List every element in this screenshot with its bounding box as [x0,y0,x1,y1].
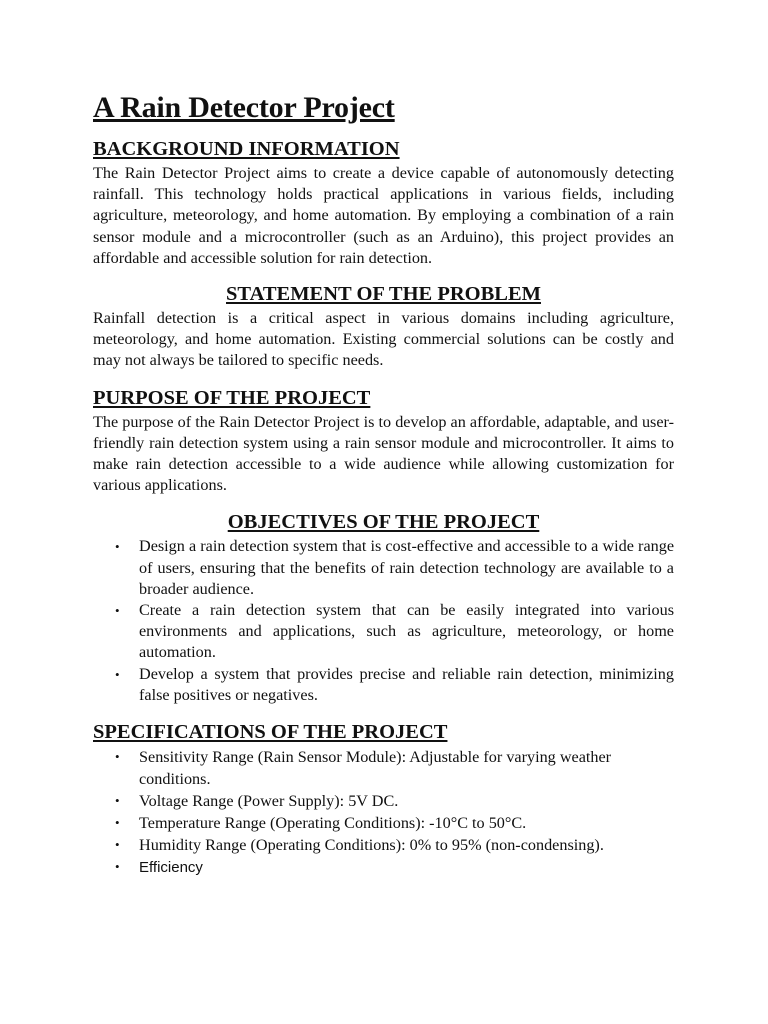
purpose-heading: PURPOSE OF THE PROJECT [93,386,371,409]
bullet-icon: • [115,749,120,765]
bullet-icon: • [115,666,120,682]
list-item-text: Humidity Range (Operating Conditions): 0% to 95% (non-condensing). [139,836,604,855]
problem-paragraph: Rainfall detection is a critical aspect in various domains including agriculture, meteorology, and home automation. Existing commercial solutions can be costly and may not always be tailored to specific needs. [93,309,674,370]
specifications-section [93,719,674,879]
list-item [93,834,674,856]
background-paragraph: The Rain Detector Project aims to create a device capable of autonomously detecting rainfall. This technology holds practical applications in various fields, including agriculture, meteorology, and home automation. By employing a combination of a rain sensor module and a microcontroller (such as an Arduino), this project provides an affordable and accessible solution for rain detection. [93,164,674,267]
bullet-icon: • [115,603,120,619]
document-page [93,86,674,879]
list-item [93,536,674,600]
list-item [93,664,674,706]
bullet-icon: • [115,793,120,809]
list-item-text: Create a rain detection system that can be easily integrated into various environments and applications, such as agriculture, meteorology, or home automation. [139,601,674,662]
list-item-text: Voltage Range (Power Supply): 5V DC. [139,792,399,811]
objectives-list [93,536,674,706]
list-item [93,600,674,664]
objectives-section [93,509,674,706]
bullet-icon: • [115,539,120,555]
list-item-text: Temperature Range (Operating Conditions): -10°C to 50°C. [139,814,527,833]
objectives-heading: OBJECTIVES OF THE PROJECT [227,511,540,534]
bullet-icon: • [115,837,120,853]
document-title: A Rain Detector Project [93,91,395,124]
specifications-list [93,746,674,879]
problem-section [93,281,674,372]
list-item [93,746,674,790]
bullet-icon: • [115,859,120,875]
bullet-icon: • [115,815,120,831]
list-item [93,856,674,879]
problem-heading: STATEMENT OF THE PROBLEM [226,283,541,306]
list-item-text: Sensitivity Range (Rain Sensor Module): Adjustable for varying weather conditions. [139,748,612,789]
list-item-text: Develop a system that provides precise and reliable rain detection, minimizing false positives or negatives. [139,664,674,704]
purpose-section [93,385,674,497]
background-heading: BACKGROUND INFORMATION [93,138,400,160]
list-item [93,812,674,834]
list-item-text: Efficiency [139,859,203,877]
specifications-heading: SPECIFICATIONS OF THE PROJECT [93,721,448,744]
list-item-text: Design a rain detection system that is cost-effective and accessible to a wide range of users, ensuring that the benefits of rain detection technology are available to a broader audience. [139,537,674,598]
list-item [93,790,674,812]
purpose-paragraph: The purpose of the Rain Detector Project is to develop an affordable, adaptable, and user-friendly rain detection system using a rain sensor module and microcontroller. It aims to make rain detection accessible to a wide audience while allowing customization for various applications. [93,412,674,495]
background-section [93,136,674,269]
